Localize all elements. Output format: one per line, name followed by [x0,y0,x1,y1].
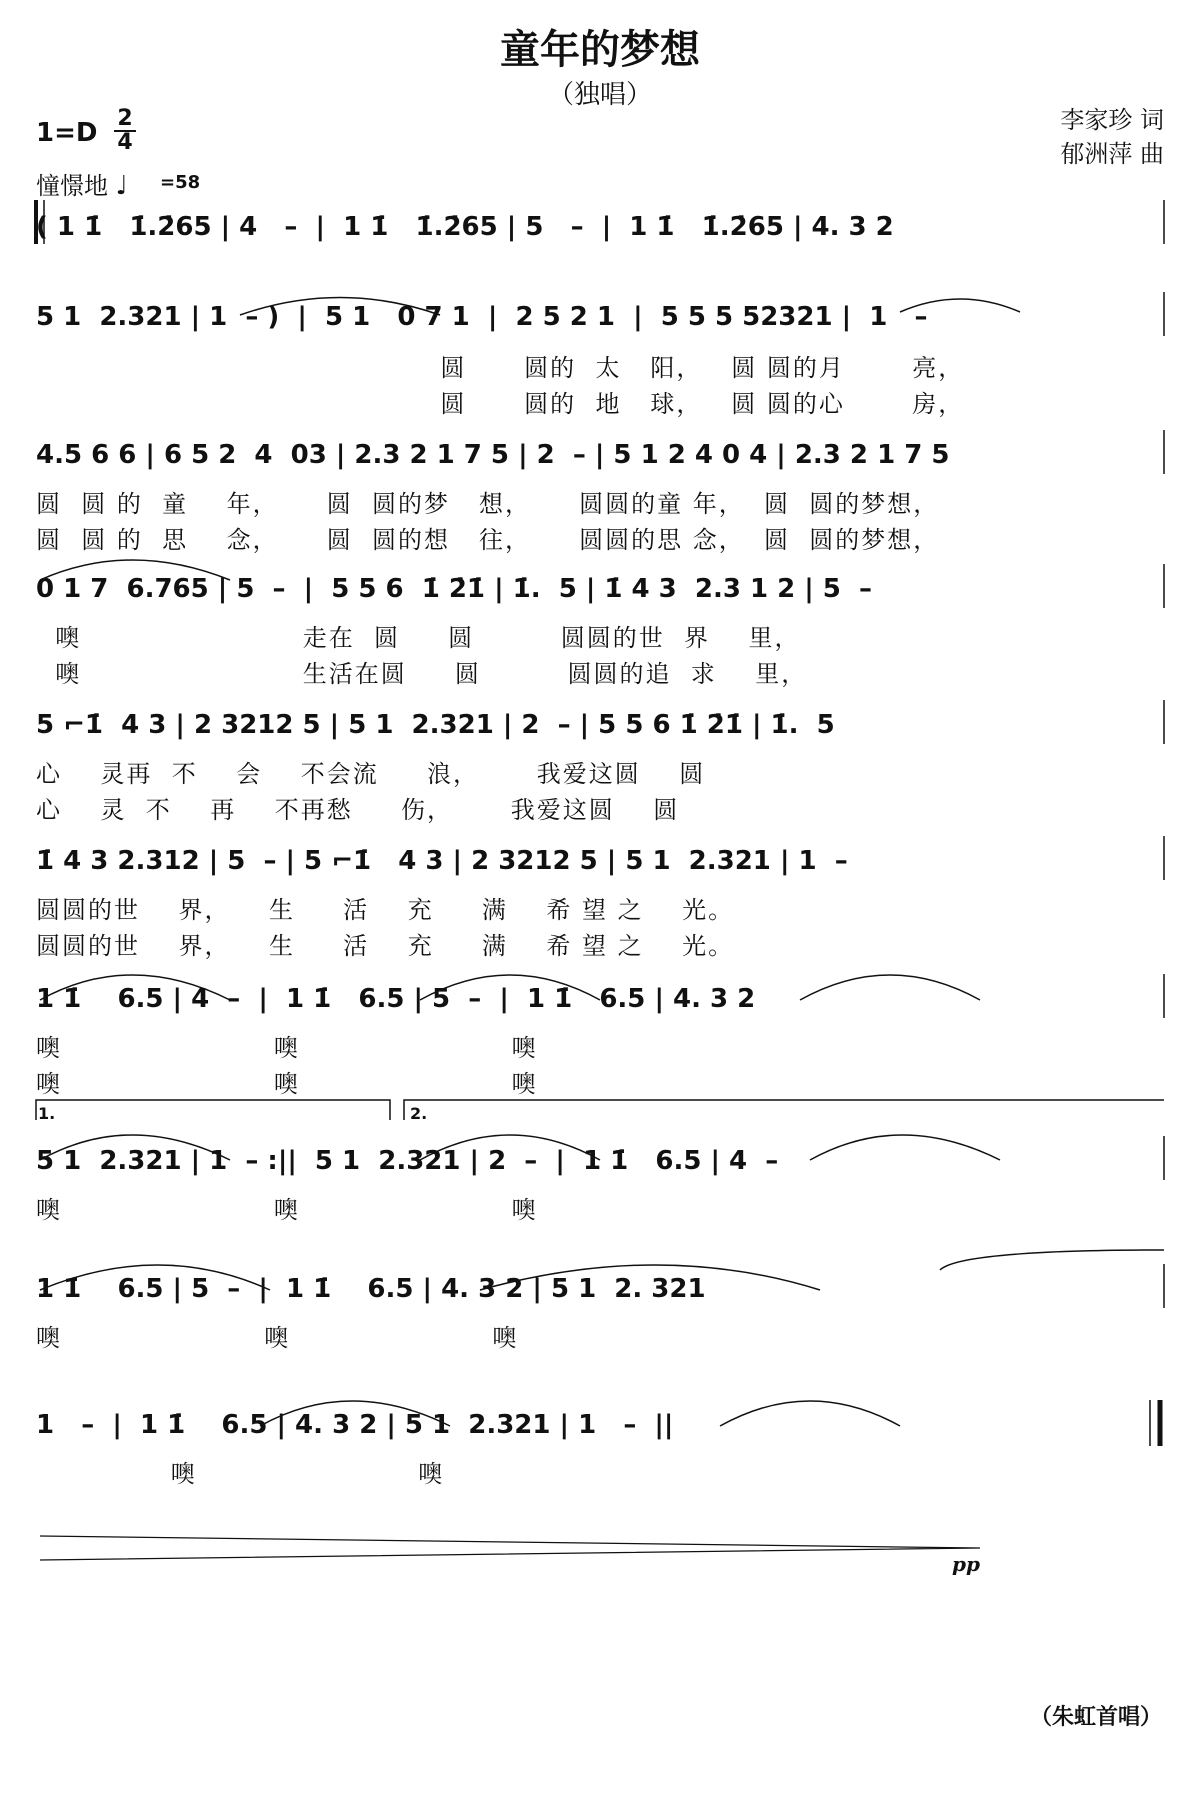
lyric-line-2: 噢 噢 噢 [36,1070,538,1098]
lyric-line-1: 噢 噢 [36,1460,445,1488]
notation-line: 1 1̇ 6.5 | 5 – | 1 1̇ 6.5 | 4. 3 2 | 5 1 2. 321 [36,1274,706,1304]
lyric-line-1: 噢 噢 噢 [36,1196,538,1224]
lyric-line-2: 噢 生活在圆 圆 圆圆的追 求 里， [36,660,808,688]
notation-line: 5 1 2.321 | 1 – :|| 5 1 2.321 | 2 – | 1 1̇ 6.5 | 4 – [36,1146,779,1176]
notation-line: 1 1̇ 6.5 | 4 – | 1 1̇ 6.5 | 5 – | 1 1̇ 6.5 | 4. 3 2 [36,984,756,1014]
song-title: 童年的梦想 [500,26,700,73]
lyric-line-1: 圆 圆的 太 阳， 圆 圆的月 亮， [36,354,965,382]
volta-1-label: 1. [38,1104,56,1123]
slur-marks [40,298,1164,1427]
lyric-line-1: 噢 噢 噢 [36,1034,538,1062]
quarter-note-icon: ♩ [115,171,128,201]
composer: 郁洲萍 曲 [1060,140,1164,168]
time-sig-top: 2 [117,106,133,131]
tempo-text: 憧憬地 [36,172,108,200]
lyric-line-1: 心 灵再 不 会 不会流 浪， 我爱这圆 圆 [36,760,706,788]
volta-2-label: 2. [410,1104,428,1123]
time-sig-bottom: 4 [117,130,133,155]
notation-line: 5 1 2.321 | 1 – ) | 5 1 0 7 1 | 2 5 2 1 | 5 5 5 52321 | 1 – [36,302,928,332]
notation-line: 1̇ 4 3 2.312 | 5 – | 5 ⌐1̇ 4 3 | 2 3212 5 | 5 1 2.321 | 1 – [36,846,848,876]
lyric-line-2: 圆圆的世 界， 生 活 充 满 希 望 之 光。 [36,932,735,960]
lyric-line-1: 圆圆的世 界， 生 活 充 满 希 望 之 光。 [36,896,735,924]
notation-line: 0 1 7 6.765 | 5 – | 5 5 6 1̇ 2̇1̇ | 1̇. 5 | 1̇ 4 3 2.3 1 2 | 5 – [36,574,872,604]
notation-line: 5 ⌐1̇ 4 3 | 2 3212 5 | 5 1 2.321 | 2 – | 5 5 6 1̇ 2̇1̇ | 1̇. 5 [36,710,835,740]
hairpin-diminuendo [40,1536,980,1560]
lyric-line-2: 圆 圆 的 思 念， 圆 圆的想 往， 圆圆的思 念， 圆 圆的梦想， [36,526,940,554]
notation-line: ( 1 1̇ 1̇.2̇65 | 4 – | 1 1̇ 1̇.2̇65 | 5 – | 1 1̇ 1̇.2̇65 | 4. 3 2 [36,212,894,242]
notation-line: 4.5 6 6 | 6 5 2 4 03 | 2.3 2 1 7 5 | 2 – | 5 1 2 4 0 4 | 2.3 2 1 7 5 [36,440,950,470]
volta-2-bracket [404,1100,1164,1120]
key-signature: 1=D [36,118,98,148]
lyric-line-2: 圆 圆的 地 球， 圆 圆的心 房， [36,390,965,418]
lyric-line-1: 噢 走在 圆 圆 圆圆的世 界 里， [36,624,801,652]
dynamic-pp: pp [952,1552,980,1576]
lyricist: 李家珍 词 [1060,106,1164,134]
volta-1-bracket [36,1100,390,1120]
lyric-line-2: 心 灵 不 再 不再愁 伤， 我爱这圆 圆 [36,796,680,824]
first-performer: （朱虹首唱） [1029,1705,1162,1730]
tempo-bpm: =58 [160,172,201,193]
lyric-line-1: 圆 圆 的 童 年， 圆 圆的梦 想， 圆圆的童 年， 圆 圆的梦想， [36,490,940,518]
subtitle: （独唱） [547,80,652,110]
lyric-line-1: 噢 噢 噢 [36,1324,519,1352]
notation-line: 1 – | 1 1̇ 6.5 | 4. 3 2 | 5 1 2.321 | 1 – || [36,1410,674,1440]
